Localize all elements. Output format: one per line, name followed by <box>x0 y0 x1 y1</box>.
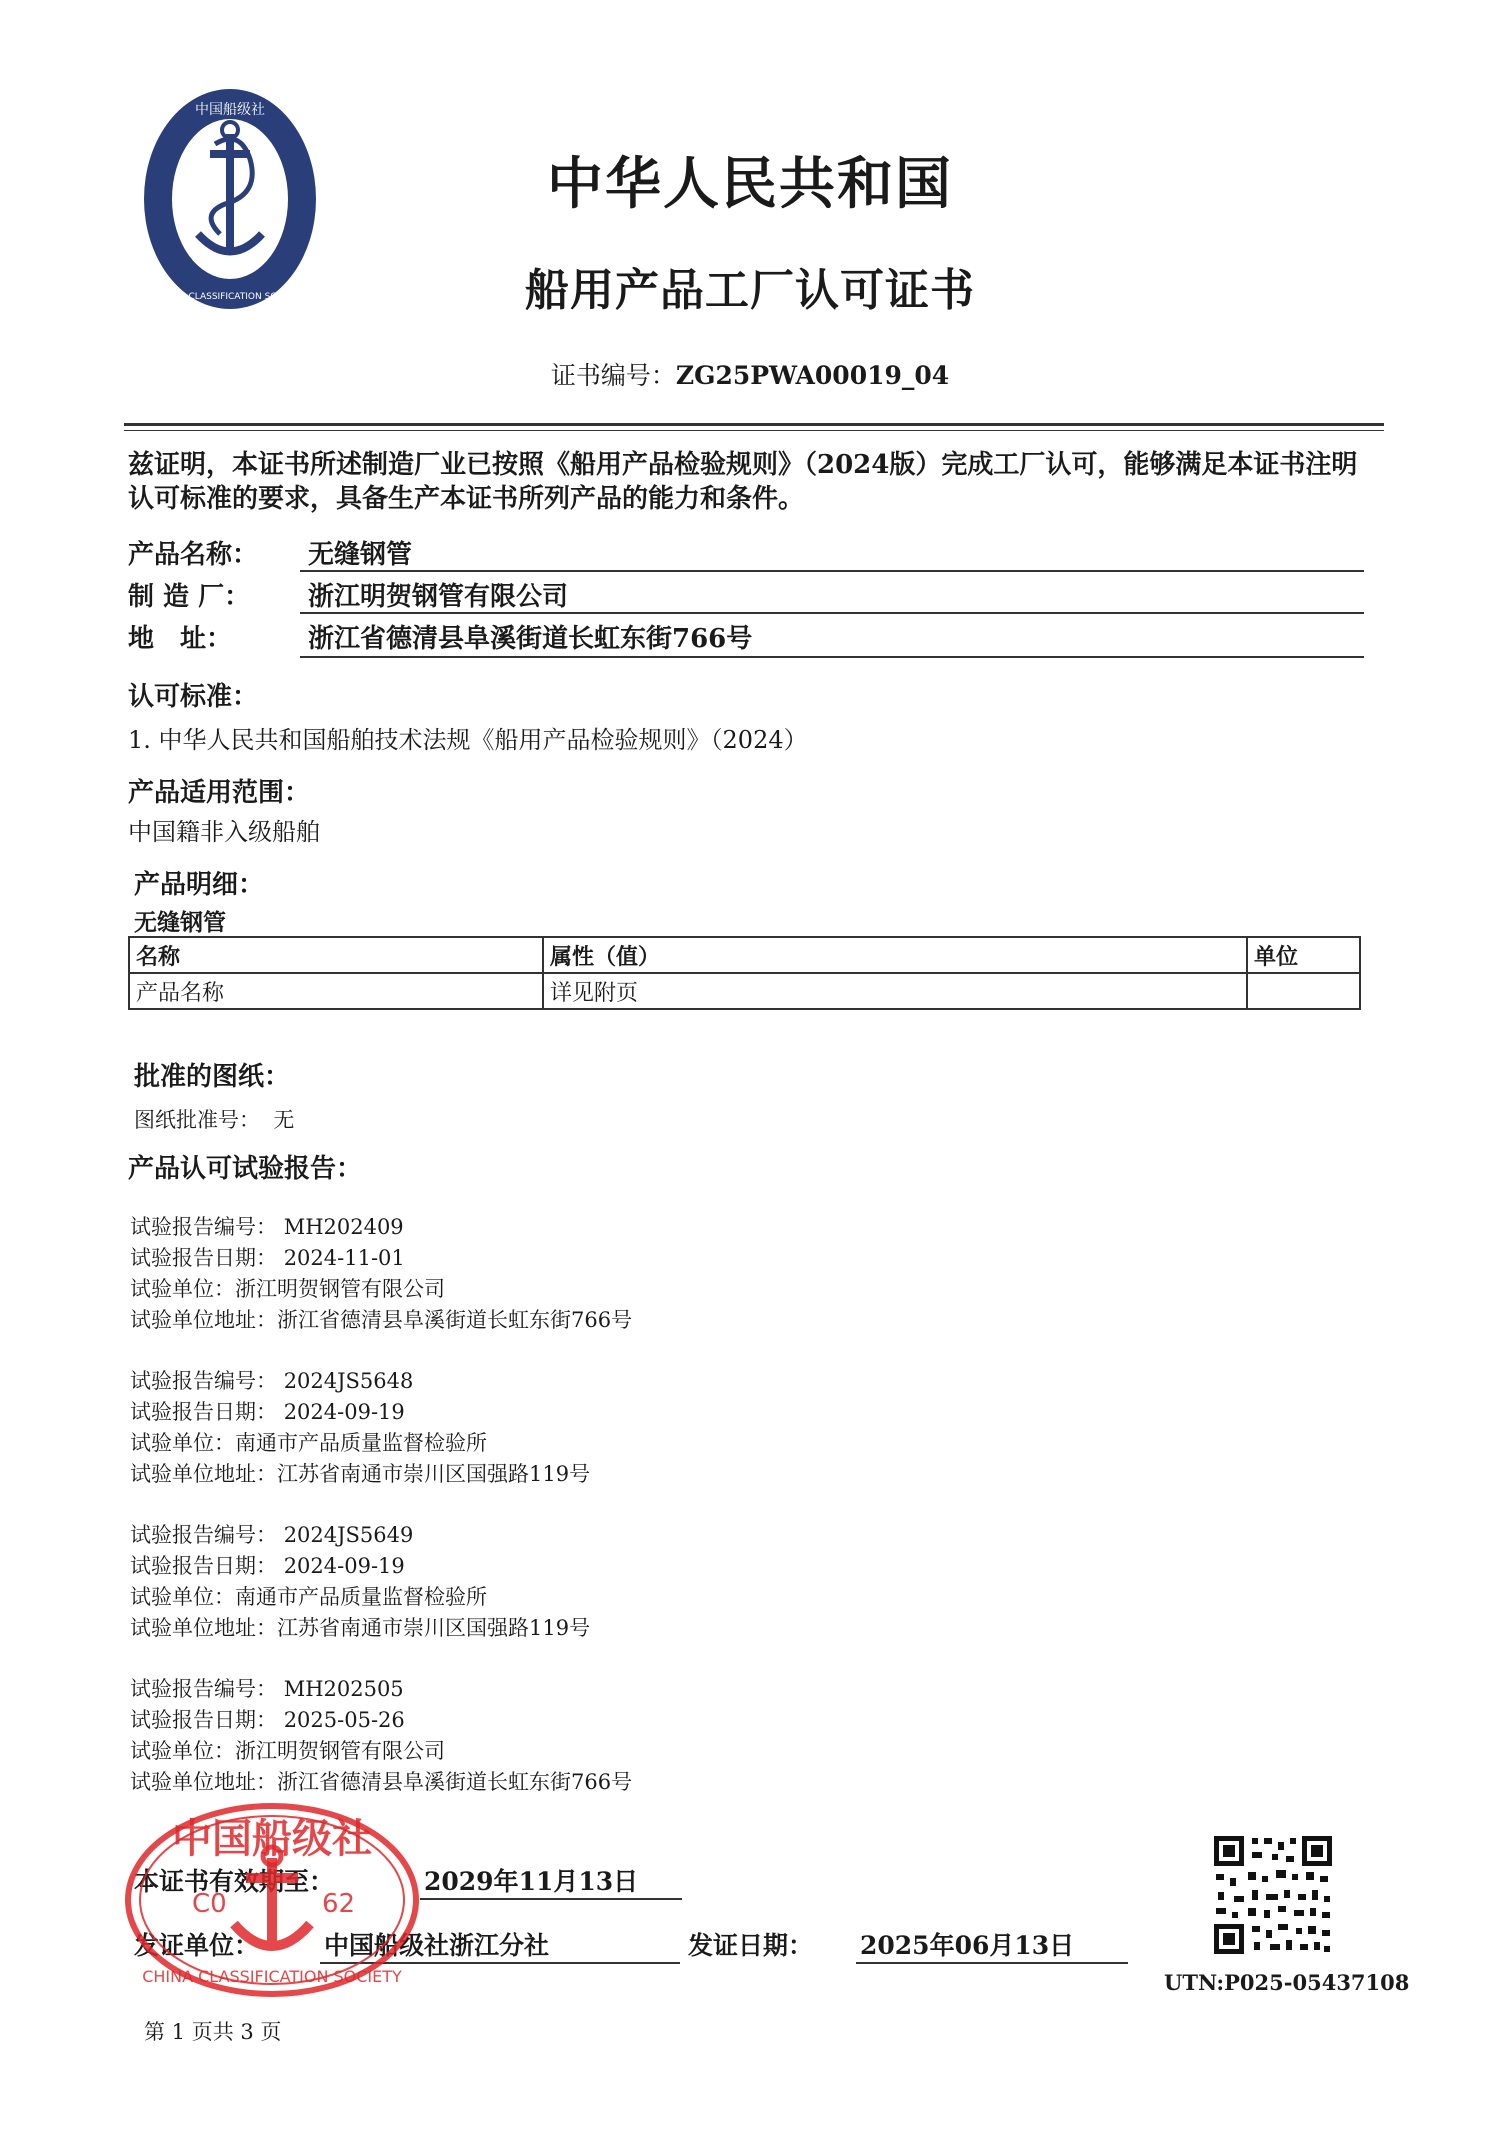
table-header-row <box>129 937 1360 973</box>
field-underline <box>300 612 1364 614</box>
logo-text-bottom: CHINA CLASSIFICATION SOCIETY <box>156 292 304 302</box>
report-line: 试验报告编号： MH202409 <box>130 1215 404 1239</box>
report-block <box>130 1520 590 1644</box>
validity-label: 本证书有效期至： <box>134 1867 335 1896</box>
report-line: 试验单位：浙江明贺钢管有限公司 <box>130 1277 445 1301</box>
seal-text-bottom: CHINA CLASSIFICATION SOCIETY <box>142 1967 402 1986</box>
report-line: 试验单位地址：浙江省德清县阜溪街道长虹东街766号 <box>130 1308 633 1332</box>
product-details-table <box>128 936 1361 1010</box>
report-line: 试验单位：浙江明贺钢管有限公司 <box>130 1739 445 1763</box>
field-value-address: 浙江省德清县阜溪街道长虹东街766号 <box>308 624 753 654</box>
report-line: 试验单位：南通市产品质量监督检验所 <box>130 1431 487 1455</box>
official-seal <box>122 1800 422 2000</box>
field-label-product: 产品名称： <box>128 540 259 570</box>
report-line: 试验报告编号： 2024JS5648 <box>130 1369 414 1393</box>
table-row <box>129 973 1360 1009</box>
issue-date-value: 2025年06月13日 <box>860 1931 1075 1960</box>
drawings-line <box>134 1104 294 1134</box>
report-line: 试验单位地址：江苏省南通市崇川区国强路119号 <box>130 1616 591 1640</box>
drawings-label: 图纸批准号： <box>134 1108 260 1132</box>
validity-underline <box>420 1898 682 1900</box>
drawings-title: 批准的图纸： <box>134 1062 291 1092</box>
field-label-manufacturer: 制 造 厂： <box>128 582 251 612</box>
logo-text-top: 中国船级社 <box>195 102 265 118</box>
field-value-product: 无缝钢管 <box>308 540 413 570</box>
table-header: 名称 <box>129 937 543 973</box>
report-line: 试验报告编号： MH202505 <box>130 1677 404 1701</box>
report-block <box>130 1366 590 1490</box>
report-line: 试验单位：南通市产品质量监督检验所 <box>130 1585 487 1609</box>
field-underline <box>300 570 1364 572</box>
drawings-value: 无 <box>273 1108 295 1132</box>
table-cell: 详见附页 <box>543 973 1247 1009</box>
report-line: 试验报告日期： 2024-09-19 <box>130 1400 405 1424</box>
seal-code-left: C0 <box>192 1889 227 1919</box>
header-rule-thin <box>124 430 1384 431</box>
details-product: 无缝钢管 <box>134 909 226 936</box>
issue-date-label: 发证日期： <box>688 1931 814 1960</box>
report-line: 试验报告日期： 2024-11-01 <box>130 1246 405 1270</box>
certificate-title: 船用产品工厂认可证书 <box>525 265 975 316</box>
page-number: 第 1 页共 3 页 <box>144 2020 282 2044</box>
report-line: 试验单位地址：浙江省德清县阜溪街道长虹东街766号 <box>130 1770 633 1794</box>
report-block <box>130 1674 632 1798</box>
qr-code <box>1212 1834 1334 1956</box>
intro-paragraph: 兹证明，本证书所述制造厂业已按照《船用产品检验规则》（2024版）完成工厂认可，能够满足本证书注明认可标准的要求，具备生产本证书所列产品的能力和条件。 <box>128 450 1358 514</box>
field-value-manufacturer: 浙江明贺钢管有限公司 <box>308 582 569 612</box>
certificate-number-label: 证书编号： <box>550 361 676 390</box>
certificate-number-line <box>0 356 1500 392</box>
table-header: 属性（值） <box>543 937 1247 973</box>
seal-code-right: 62 <box>322 1889 356 1919</box>
utn-number: UTN:P025-05437108 <box>1164 1970 1410 1995</box>
report-line: 试验单位地址：江苏省南通市崇川区国强路119号 <box>130 1462 591 1486</box>
header-rule <box>124 423 1384 426</box>
scope-text: 中国籍非入级船舶 <box>128 818 320 846</box>
report-line: 试验报告日期： 2025-05-26 <box>130 1708 405 1732</box>
standards-title: 认可标准： <box>128 682 259 712</box>
table-cell <box>1247 973 1360 1009</box>
field-underline <box>300 656 1364 658</box>
details-title: 产品明细： <box>134 870 265 900</box>
issue-date-underline <box>856 1962 1128 1964</box>
validity-date: 2029年11月13日 <box>424 1867 639 1896</box>
certificate-number: ZG25PWA00019_04 <box>675 361 950 390</box>
report-line: 试验报告编号： 2024JS5649 <box>130 1523 414 1547</box>
seal-text-top: 中国船级社 <box>172 1816 372 1862</box>
table-cell: 产品名称 <box>129 973 543 1009</box>
table-header: 单位 <box>1247 937 1360 973</box>
document-title: 中华人民共和国 <box>547 151 953 217</box>
field-label-address: 地 址： <box>128 624 233 654</box>
report-block <box>130 1212 632 1336</box>
standards-item: 1. 中华人民共和国船舶技术法规《船用产品检验规则》（2024） <box>128 726 808 754</box>
issuer-value: 中国船级社浙江分社 <box>324 1931 550 1960</box>
scope-title: 产品适用范围： <box>128 778 311 808</box>
reports-title: 产品认可试验报告： <box>128 1154 363 1184</box>
issuer-label: 发证单位： <box>134 1931 260 1960</box>
report-line: 试验报告日期： 2024-09-19 <box>130 1554 405 1578</box>
